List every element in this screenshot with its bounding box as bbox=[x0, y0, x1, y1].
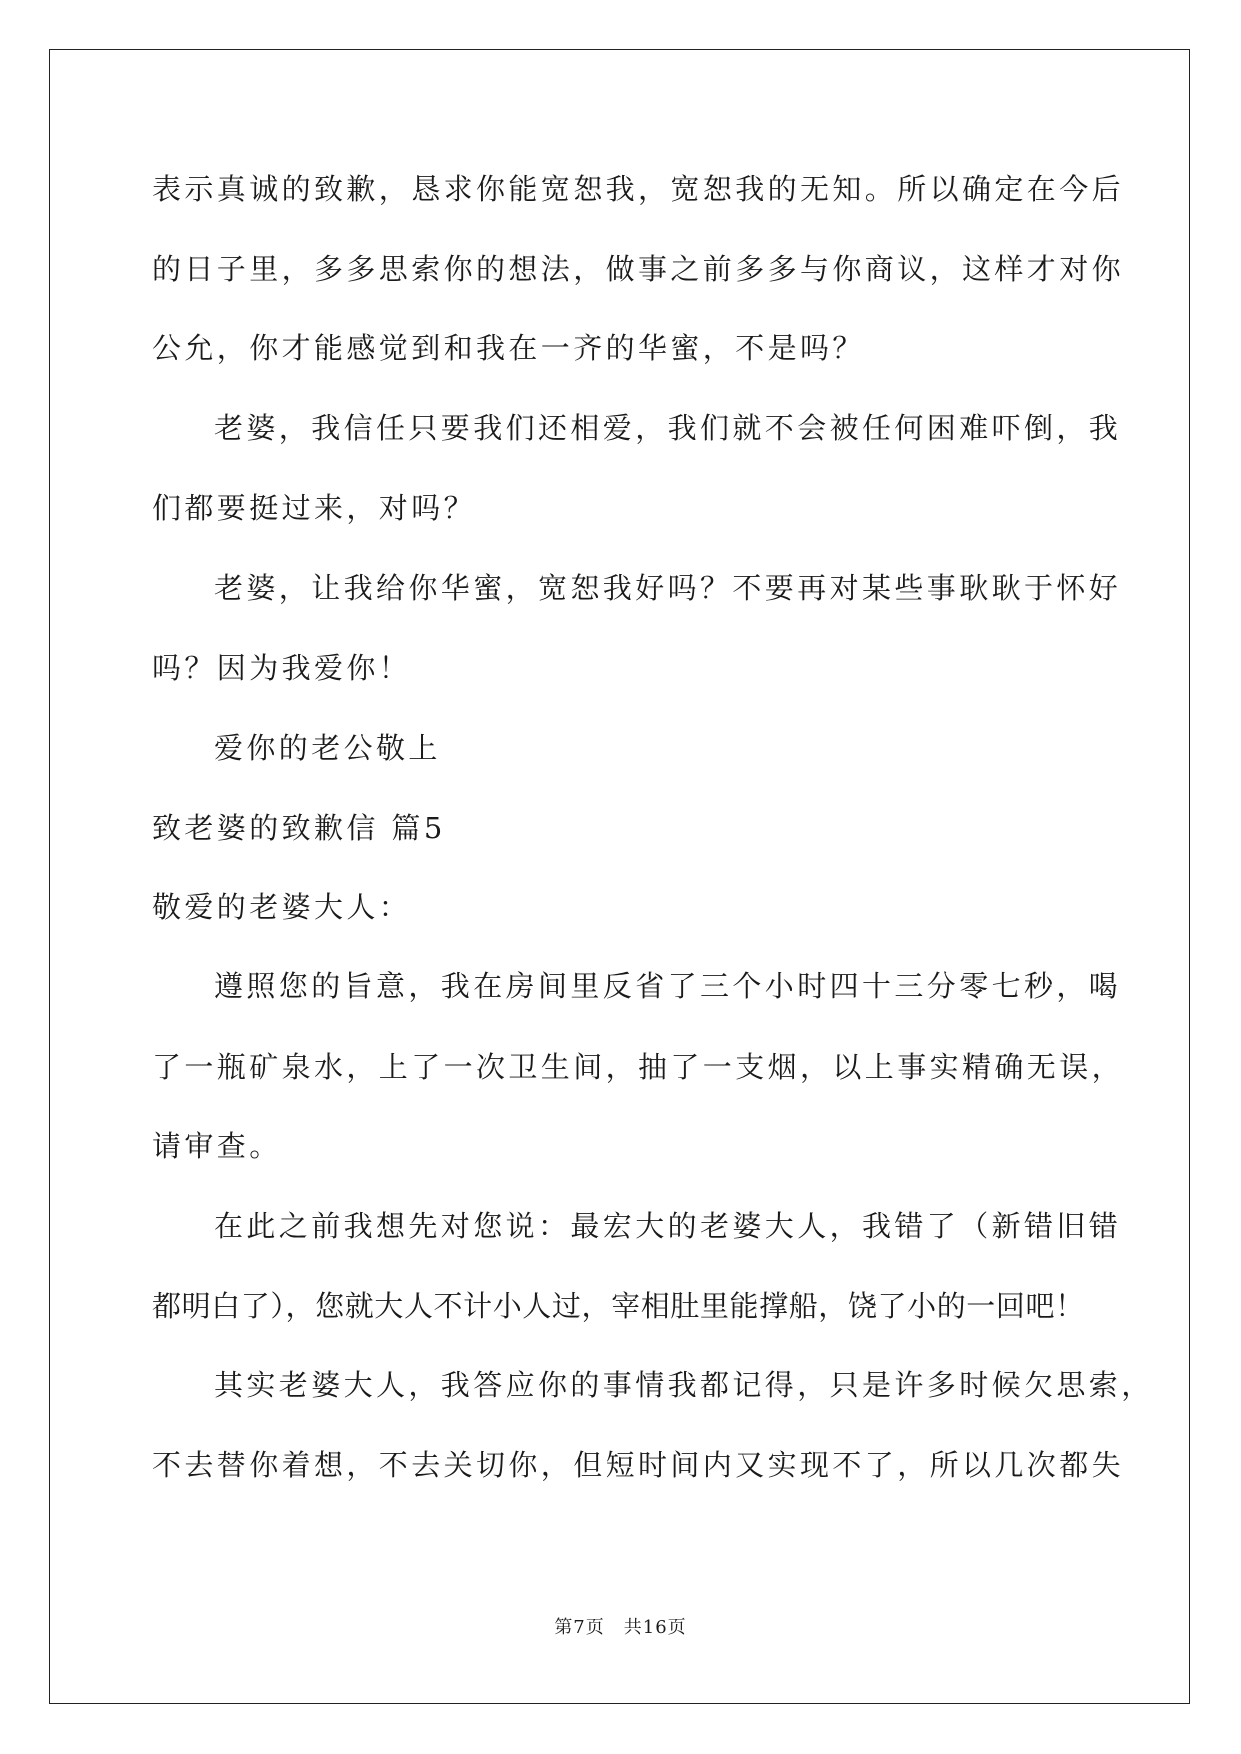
paragraph-start: 遵照您的旨意，我在房间里反省了三个小时四十三分零七秒，喝 bbox=[214, 969, 1122, 1003]
page-number: 第7页 共16页 bbox=[554, 1617, 687, 1638]
section-heading: 致老婆的致歉信 篇5 bbox=[152, 811, 446, 845]
paragraph-start: 老婆，我信任只要我们还相爱，我们就不会被任何困难吓倒，我 bbox=[214, 411, 1122, 445]
text-line: 们都要挺过来，对吗？ bbox=[152, 491, 477, 525]
salutation: 敬爱的老婆大人： bbox=[152, 890, 412, 924]
text-line: 表示真诚的致歉，恳求你能宽恕我，宽恕我的无知。所以确定在今后 bbox=[152, 172, 1125, 206]
paragraph-start: 老婆，让我给你华蜜，宽恕我好吗？不要再对某些事耿耿于怀好 bbox=[214, 571, 1122, 605]
text-line: 请审查。 bbox=[152, 1129, 282, 1163]
text-line: 的日子里，多多思索你的想法，做事之前多多与你商议，这样才对你 bbox=[152, 252, 1125, 286]
text-line: 都明白了），您就大人不计小人过，宰相肚里能撑船，饶了小的一回吧！ bbox=[152, 1289, 1085, 1323]
text-line: 公允，你才能感觉到和我在一齐的华蜜，不是吗？ bbox=[152, 331, 865, 365]
signature: 爱你的老公敬上 bbox=[214, 731, 441, 765]
paragraph-start: 其实老婆大人，我答应你的事情我都记得，只是许多时候欠思索， bbox=[214, 1368, 1154, 1402]
text-line: 了一瓶矿泉水，上了一次卫生间，抽了一支烟，以上事实精确无误， bbox=[152, 1050, 1125, 1084]
text-line: 吗？因为我爱你！ bbox=[152, 651, 412, 685]
paragraph-start: 在此之前我想先对您说：最宏大的老婆大人，我错了（新错旧错 bbox=[214, 1209, 1122, 1243]
text-line: 不去替你着想，不去关切你，但短时间内又实现不了，所以几次都失 bbox=[152, 1448, 1125, 1482]
